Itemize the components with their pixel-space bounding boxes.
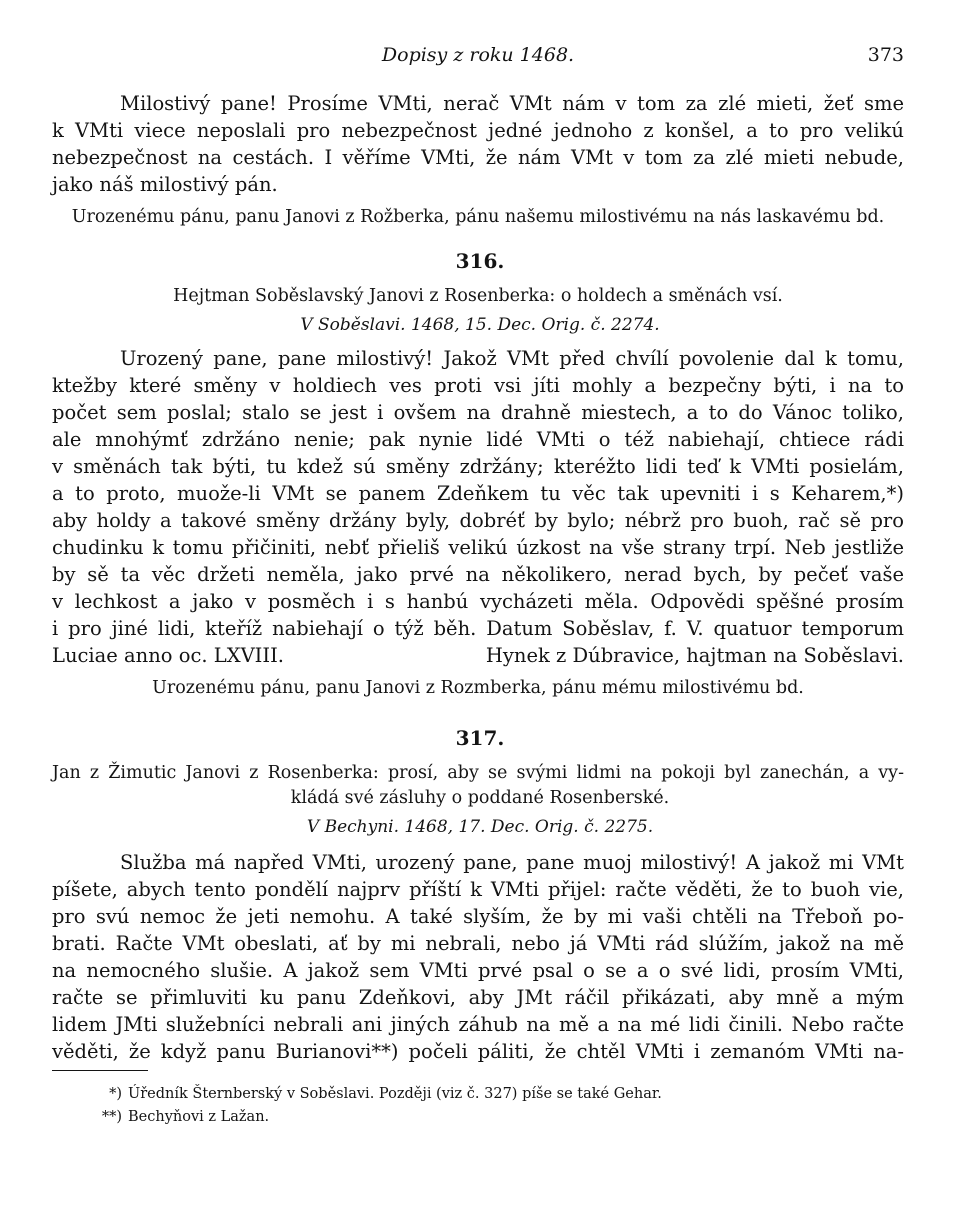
letter-address: Urozenému pánu, panu Janovi z Rožberka, pánu našemu milostivému na nás laskavému bd. (71, 207, 885, 227)
paragraph-line: k VMti viece neposlali pro nebezpečnost jedné jednoho z konšel, a to pro velikú (52, 119, 904, 142)
paragraph-line: věděti, že když panu Burianovi**) počeli páliti, že chtěl VMti i zemanóm VMti na- (52, 1040, 904, 1063)
letter-summary: Hejtman Soběslavský Janovi z Rosenberka: o holdech a směnách vsí. (173, 286, 783, 306)
footnote (90, 1083, 890, 1105)
paragraph-line: Milostivý pane! Prosíme VMti, nerač VMt nám v tom za zlé mieti, žeť sme (120, 92, 904, 115)
page-number: 373 (867, 44, 904, 66)
paragraph-line: Služba má napřed VMti, urozený pane, pane muoj milostivý! A jakož mi VMt (120, 851, 904, 874)
paragraph-line: počet sem poslal; stalo se jest i ovšem na drahně miestech, a to do Vánoc toliko, (52, 401, 904, 424)
signature: Hynek z Dúbravice, hajtman na Soběslavi. (485, 644, 904, 667)
footnote-text: Bechyňovi z Lažan. (128, 1109, 270, 1125)
letter-number: 317. (455, 726, 505, 750)
paragraph-line: račte se přimluviti ku panu Zdeňkovi, aby JMt ráčil přikázati, aby mně a mým (52, 986, 904, 1009)
running-head (52, 44, 904, 70)
letter-source: V Bechyni. 1468, 17. Dec. Orig. č. 2275. (306, 817, 654, 837)
letter-source: V Soběslavi. 1468, 15. Dec. Orig. č. 2274. (300, 315, 660, 335)
letter-number: 316. (455, 249, 505, 273)
footnote-mark: *) (109, 1086, 122, 1102)
letter-summary-continued: kládá své zásluhy o poddané Rosenberské. (290, 788, 670, 808)
footnote-rule (52, 1070, 148, 1071)
closing-line (52, 643, 904, 669)
paragraph-line: a to proto, muože-li VMt se panem Zdeňkem tu věc tak upevniti i s Keharem,*) (52, 482, 904, 505)
paragraph-line: lidem JMti služebníci nebrali ani jiných záhub na mě a na mé lidi činili. Nebo račte (52, 1013, 904, 1036)
paragraph-line: Urozený pane, pane milostivý! Jakož VMt před chvílí povolenie dal k tomu, (120, 347, 904, 370)
footnote-text: Úředník Šternberský v Soběslavi. Později (viz č. 327) píše se také Gehar. (128, 1086, 662, 1102)
paragraph-line: nebezpečnost na cestách. I věříme VMti, že nám VMt v tom za zlé mieti nebude, (52, 146, 904, 169)
paragraph-line: ktežby které směny v holdiech ves proti vsi jíti mohly a bezpečny býti, i na to (52, 374, 904, 397)
letter-address: Urozenému pánu, panu Janovi z Rozmberka, pánu mému milostivému bd. (152, 678, 804, 698)
paragraph-line: by sě ta věc držeti neměla, jako prvé na několikero, nerad bych, by pečeť vaše (52, 563, 904, 586)
letter-summary: Jan z Žimutic Janovi z Rosenberka: prosí, aby se svými lidmi na pokoji byl zanechán, a vy- (52, 763, 904, 783)
paragraph-line: i pro jiné lidi, kteříž nabiehají o týž běh. Datum Soběslav, f. V. quatuor temporum (52, 617, 904, 640)
paragraph-line: jako náš milostivý pán. (52, 173, 278, 196)
paragraph-line: píšete, abych tento pondělí najprv příští k VMti přijel: račte věděti, že to buoh vie, (52, 878, 904, 901)
paragraph-line: v směnách tak býti, tu kdež sú směny zdržány; kteréžto lidi teď k VMti posielám, (52, 455, 904, 478)
paragraph-line: chudinku k tomu přičiniti, nebť přieliš velikú úzkost na vše strany trpí. Neb jestliže (52, 536, 904, 559)
footnote (90, 1106, 890, 1128)
paragraph-line: v lechkost a jako v posměch i s hanbú vycházeti měla. Odpovědi spěšné prosím (52, 590, 904, 613)
closing-date: Luciae anno oc. LXVIII. (52, 644, 284, 667)
footnote-mark: **) (101, 1109, 122, 1125)
paragraph-line: aby holdy a takové směny držány byly, dobréť by bylo; nébrž pro buoh, rač sě pro (52, 509, 904, 532)
paragraph-line: pro svú nemoc že jeti nemohu. A také slyším, že by mi vaši chtěli na Třeboň po- (52, 905, 904, 928)
running-title: Dopisy z roku 1468. (381, 44, 575, 66)
paragraph-line: brati. Račte VMt obeslati, ať by mi nebrali, nebo já VMti rád slúžím, jakož na mě (52, 932, 904, 955)
paragraph-line: ale mnohýmť zdržáno nenie; pak nynie lidé VMti o též nabiehají, chtiece rádi (52, 428, 904, 451)
paragraph-line: na nemocného slušie. A jakož sem VMti prvé psal o se a o své lidi, prosím VMti, (52, 959, 904, 982)
